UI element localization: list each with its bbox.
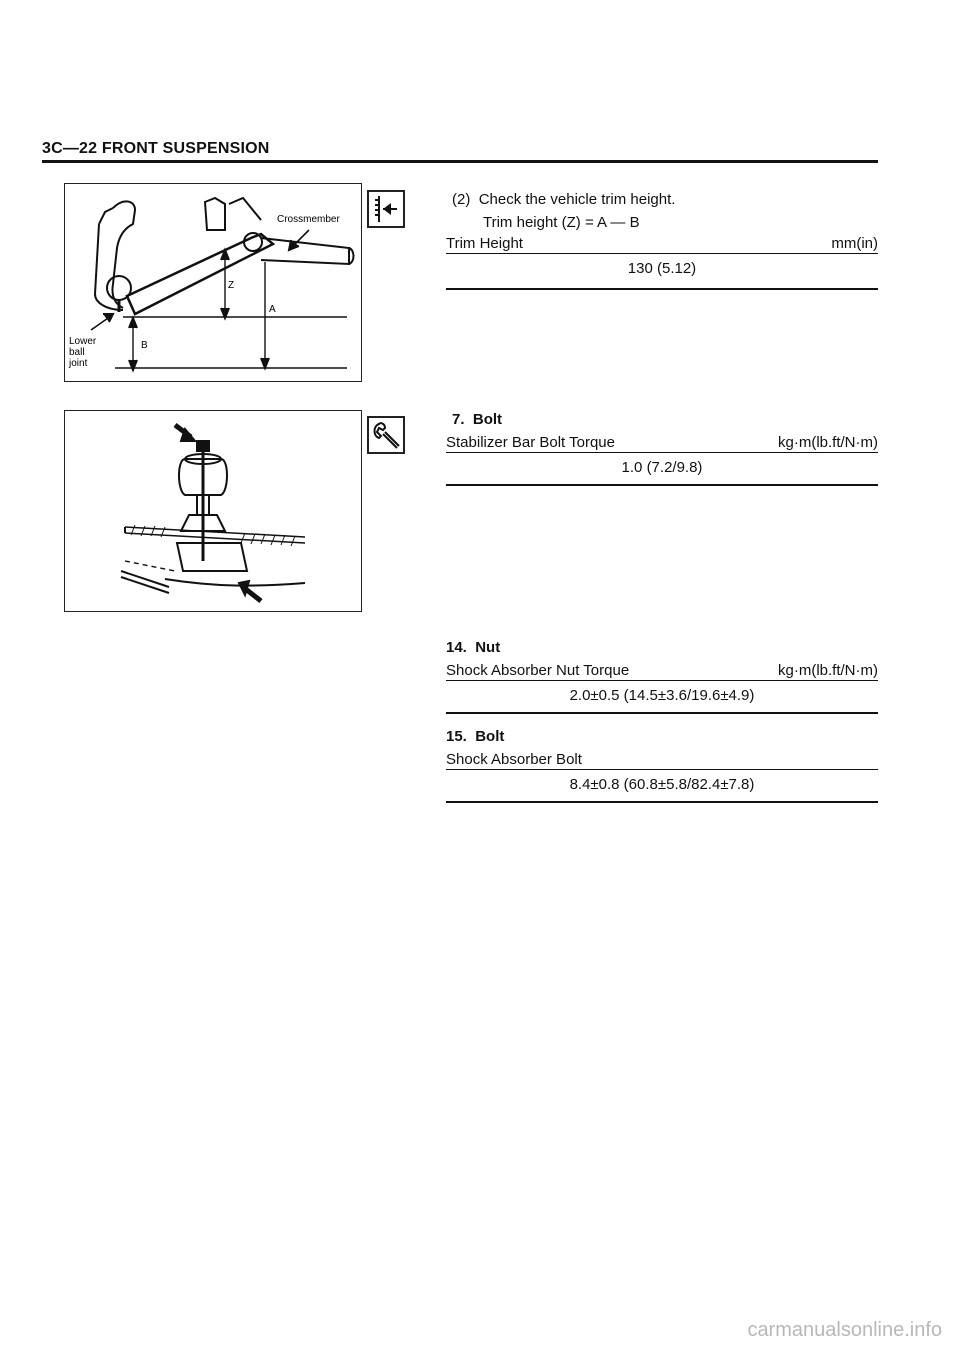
page-header-title: 3C—22 FRONT SUSPENSION — [42, 140, 270, 157]
nut14-name: Nut — [475, 639, 501, 656]
stabilizer-bolt-figure — [64, 410, 362, 612]
nut14-value: 2.0±0.5 (14.5±3.6/19.6±4.9) — [569, 687, 755, 704]
label-a: A — [269, 304, 276, 315]
stabilizer-bolt-diagram — [65, 411, 361, 611]
bolt7-spec-header — [446, 434, 878, 453]
nut14-spec-header — [446, 662, 878, 681]
trim-height-diagram — [65, 184, 361, 381]
label-ball: ball — [69, 347, 85, 358]
nut14-unit: kg·m(lb.ft/N·m) — [778, 662, 878, 679]
bolt7-unit: kg·m(lb.ft/N·m) — [778, 434, 878, 451]
bolt7-number: 7. — [452, 411, 465, 428]
bolt15-spec-label: Shock Absorber Bolt — [446, 751, 582, 768]
trim-step-line — [452, 191, 675, 208]
trim-instruction: Check the vehicle trim height. — [478, 191, 676, 208]
measure-icon — [367, 190, 405, 228]
nut14-bottom-rule — [446, 712, 878, 714]
nut14-title — [446, 639, 500, 656]
trim-height-figure — [64, 183, 362, 382]
label-b: B — [141, 340, 148, 351]
bolt7-bottom-rule — [446, 484, 878, 486]
label-crossmember: Crossmember — [277, 214, 340, 225]
bolt15-name: Bolt — [475, 728, 505, 745]
nut14-spec-label: Shock Absorber Nut Torque — [446, 662, 630, 679]
label-z: Z — [228, 280, 235, 291]
label-lower: Lower — [69, 336, 97, 347]
bolt15-title — [446, 728, 504, 745]
label-joint: joint — [69, 358, 88, 369]
wrench-icon — [367, 416, 405, 454]
trim-spec-header — [446, 235, 878, 254]
bolt7-spec-label: Stabilizer Bar Bolt Torque — [446, 434, 615, 451]
bolt7-name: Bolt — [472, 411, 503, 428]
header-rule — [42, 160, 878, 163]
bolt15-bottom-rule — [446, 801, 878, 803]
bolt7-title — [452, 411, 502, 428]
bolt15-value: 8.4±0.8 (60.8±5.8/82.4±7.8) — [569, 776, 755, 793]
bolt15-number: 15. — [446, 728, 467, 745]
trim-unit: mm(in) — [831, 235, 878, 252]
bolt15-spec-header — [446, 751, 878, 770]
nut14-number: 14. — [446, 639, 467, 656]
trim-spec-label: Trim Height — [446, 235, 523, 252]
trim-value: 130 (5.12) — [627, 260, 697, 277]
trim-step-number: (2) — [452, 191, 471, 208]
trim-bottom-rule — [446, 288, 878, 290]
watermark-text: carmanualsonline.info — [747, 1319, 942, 1341]
trim-formula: Trim height (Z) = A — B — [483, 214, 640, 231]
bolt7-value: 1.0 (7.2/9.8) — [621, 459, 703, 476]
